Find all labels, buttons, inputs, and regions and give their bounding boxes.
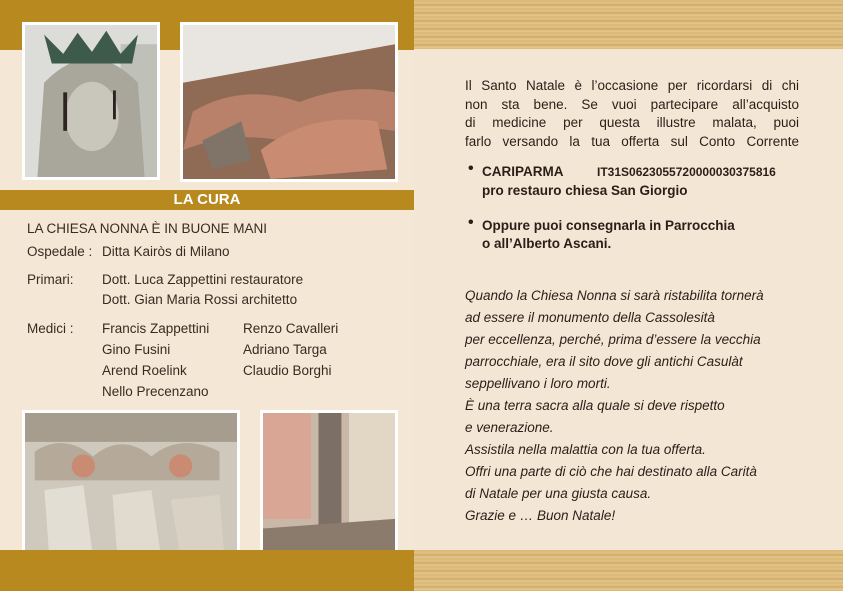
medici-item: Arend Roelink	[102, 363, 187, 378]
bullet-dot: •	[468, 160, 474, 177]
medici-item: Renzo Cavalleri	[243, 321, 339, 336]
primari-item: Dott. Luca Zappettini restauratore	[102, 272, 304, 287]
alt-option-line: Oppure puoi consegnarla in Parrocchia	[482, 218, 735, 233]
iban-code: IT31S0623055720000030375816	[597, 165, 776, 179]
section-title-bar	[0, 190, 414, 210]
capital-photo	[22, 410, 240, 570]
medici-item: Claudio Borghi	[243, 363, 332, 378]
intro-line: di medicine per questa illustre malata, puoi	[465, 115, 799, 130]
medici-label: Medici :	[27, 321, 74, 336]
wall-photo	[260, 410, 398, 570]
top-wood-band	[414, 0, 843, 49]
bottom-wood-band	[414, 550, 843, 591]
closing-line: di Natale per una giusta causa.	[465, 486, 652, 501]
ospedale-label: Ospedale :	[27, 244, 93, 259]
intro-line: non sta bene. Se vuoi partecipare all’acquisto	[465, 96, 799, 112]
primari-item: Dott. Gian Maria Rossi architetto	[102, 292, 298, 307]
closing-line: Grazie e … Buon Natale!	[465, 508, 616, 523]
roof-tiles-photo	[180, 22, 398, 182]
closing-paragraph	[465, 285, 764, 527]
closing-line: È una terra sacra alla quale si deve rispetto	[465, 398, 725, 413]
bank-purpose: pro restauro chiesa San Giorgio	[482, 183, 688, 198]
bullet-dot: •	[468, 214, 474, 231]
closing-line: Assistila nella malattia con la tua offerta.	[465, 442, 706, 457]
primari-label: Primari:	[27, 272, 74, 287]
closing-line: Quando la Chiesa Nonna si sarà ristabilita tornerà	[465, 288, 764, 303]
closing-line: seppellivano i loro morti.	[465, 376, 611, 391]
bank-name: CARIPARMA	[482, 164, 564, 179]
closing-line: Offri una parte di ciò che hai destinato alla Carità	[465, 464, 757, 479]
medici-item: Adriano Targa	[243, 342, 327, 357]
medici-item: Francis Zappettini	[102, 321, 210, 336]
intro-line: Il Santo Natale è l’occasione per ricordarsi di chi	[465, 78, 799, 93]
intro-paragraph	[465, 77, 799, 151]
right-panel	[414, 0, 843, 591]
statue-photo	[22, 22, 160, 180]
section-title: LA CURA	[173, 191, 241, 208]
intro-line: farlo versando la tua offerta sul Conto Corrente	[465, 133, 799, 149]
closing-line: ad essere il monumento della Cassolesità	[465, 310, 715, 325]
closing-line: per eccellenza, perché, prima d’essere la vecchia	[465, 332, 761, 347]
bottom-gold-band	[0, 550, 414, 591]
medici-item: Nello Precenzano	[102, 384, 209, 399]
main-heading: LA CHIESA NONNA È IN BUONE MANI	[27, 221, 268, 236]
ospedale-value: Ditta Kairòs di Milano	[102, 244, 230, 259]
alt-option-line: o all’Alberto Ascani.	[482, 236, 612, 251]
left-panel	[0, 0, 414, 591]
closing-line: parrocchiale, era il sito dove gli antichi Casulàt	[465, 354, 743, 369]
medici-item: Gino Fusini	[102, 342, 171, 357]
closing-line: e venerazione.	[465, 420, 554, 435]
